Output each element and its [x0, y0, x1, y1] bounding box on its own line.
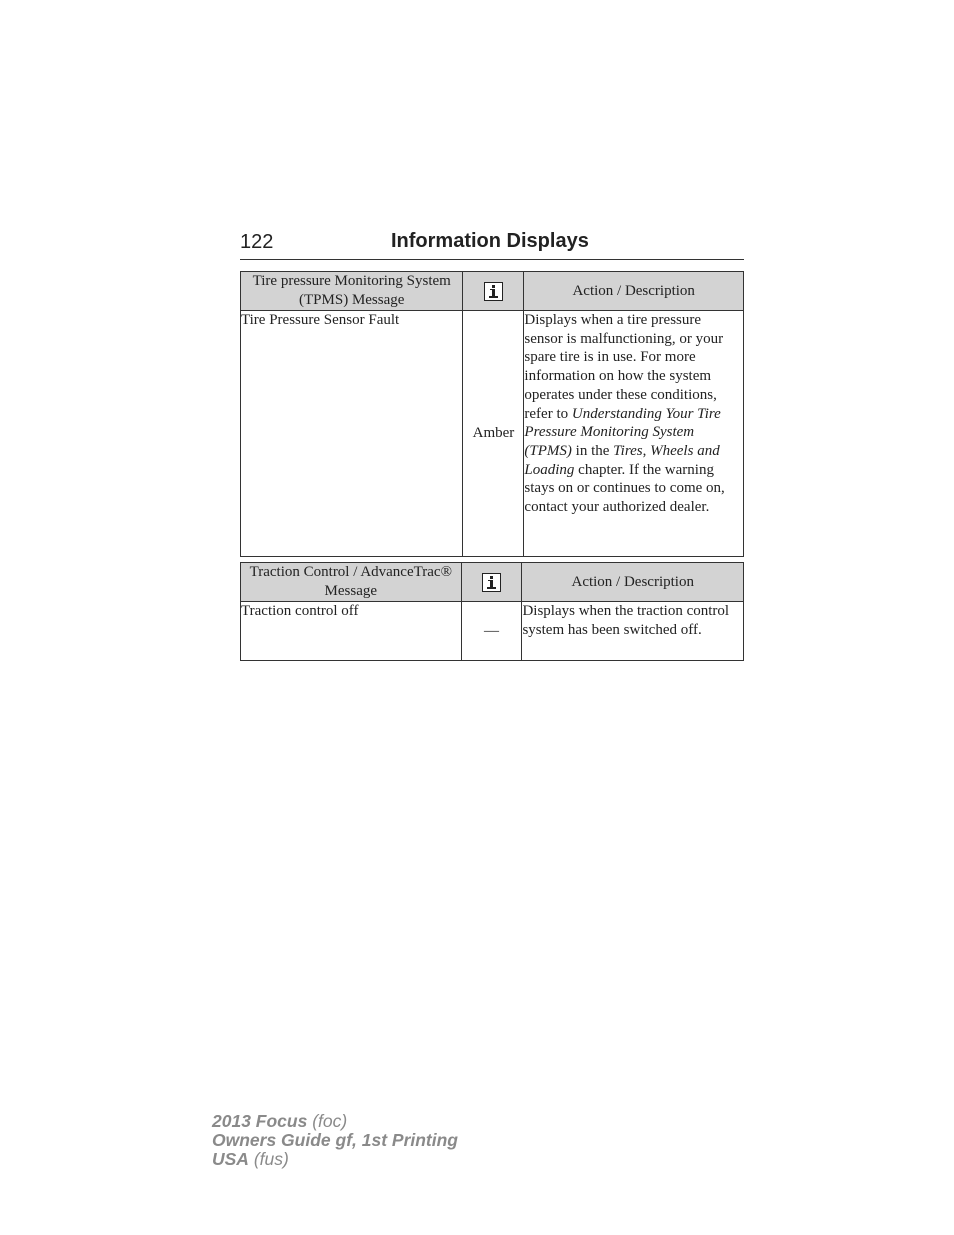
- print-footer: [212, 1112, 458, 1169]
- column-header-message: Traction Control / AdvanceTrac® Message: [241, 563, 462, 602]
- indicator-cell: —: [461, 602, 522, 661]
- table-row: [241, 602, 744, 661]
- info-icon: [484, 282, 503, 301]
- footer-market: USA: [212, 1149, 249, 1169]
- info-icon: [482, 573, 501, 592]
- tpms-message-table: [240, 271, 744, 557]
- description-text: chapter. If the warning stays on or continues to come on, contact your authorized dealer.: [524, 461, 725, 516]
- footer-code: (fus): [248, 1149, 289, 1169]
- message-cell: Tire Pressure Sensor Fault: [241, 311, 463, 557]
- description-cell: Displays when the traction control system has been switched off.: [522, 602, 744, 661]
- footer-line: [212, 1131, 458, 1150]
- section-title: Information Displays: [391, 230, 589, 252]
- footer-code: (foc): [307, 1111, 348, 1131]
- table-header-row: [241, 272, 744, 311]
- chapter-reference: Wheels and Loading: [524, 442, 720, 478]
- table-header-row: [241, 563, 744, 602]
- table-row: [241, 311, 744, 557]
- page-header: [240, 228, 744, 260]
- footer-line: [212, 1150, 458, 1169]
- description-text: in the: [571, 442, 614, 459]
- description-cell: [524, 311, 744, 557]
- message-cell: Traction control off: [241, 602, 462, 661]
- column-header-action: Action / Description: [522, 563, 744, 602]
- chapter-reference: Tires: [613, 442, 643, 459]
- column-header-action: Action / Description: [524, 272, 744, 311]
- column-header-indicator: [463, 272, 524, 311]
- page-number: 122: [240, 231, 274, 253]
- footer-guide: Owners Guide gf, 1st Printing: [212, 1130, 458, 1150]
- footer-line: [212, 1112, 458, 1131]
- footer-model: 2013 Focus: [212, 1111, 308, 1131]
- indicator-cell: Amber: [463, 311, 524, 557]
- description-text: ,: [642, 442, 651, 459]
- description-text: Displays when a tire pressure sensor is malfunctioning, or your spare tire is in use. For more information on how the system operates under these conditions, refer to: [524, 312, 724, 422]
- column-header-message: Tire pressure Monitoring System (TPMS) Message: [241, 272, 463, 311]
- traction-message-table: [240, 562, 744, 661]
- column-header-indicator: [461, 563, 522, 602]
- section-reference: Understanding Your Tire Pressure Monitoring System (TPMS): [524, 405, 721, 459]
